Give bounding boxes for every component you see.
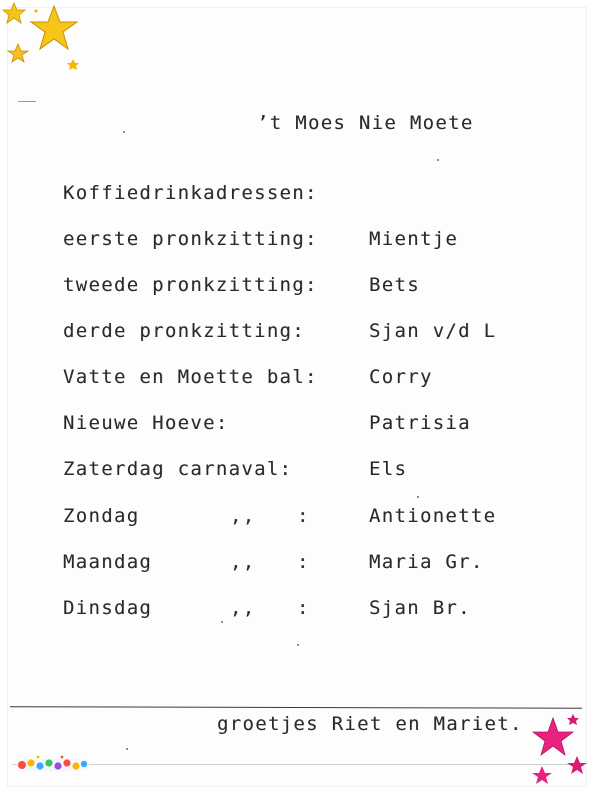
paper-speck — [417, 496, 419, 498]
row-value: Antionette — [369, 505, 497, 527]
row-colon: : — [297, 505, 310, 527]
bottom-line — [12, 764, 580, 765]
row-value: Mientje — [369, 228, 459, 250]
paper-speck — [123, 131, 125, 133]
row-label: Maandag — [63, 551, 153, 573]
pink-stars-icon — [515, 710, 595, 794]
gold-stars-icon — [0, 0, 90, 80]
row-value: Maria Gr. — [369, 551, 484, 573]
row-label: eerste pronkzitting: — [63, 228, 318, 250]
row-ditto: ,, — [230, 551, 256, 573]
row-colon: : — [297, 597, 310, 619]
document-title: ’t Moes Nie Moete — [257, 112, 474, 134]
row-value: Sjan Br. — [369, 597, 471, 619]
row-label: tweede pronkzitting: — [63, 274, 318, 296]
row-label: Zondag — [63, 505, 140, 527]
row-value: Corry — [369, 366, 433, 388]
row-colon: : — [297, 551, 310, 573]
row-label: Nieuwe Hoeve: — [63, 412, 229, 434]
site-logo — [14, 754, 92, 776]
paper-speck — [221, 621, 223, 623]
row-value: Sjan v/d L — [369, 320, 497, 342]
paper-speck — [437, 159, 439, 161]
paper-speck — [126, 748, 128, 750]
row-ditto: ,, — [230, 505, 256, 527]
row-value: Patrisia — [369, 412, 471, 434]
document-heading: Koffiedrinkadressen: — [63, 182, 318, 204]
row-value: Els — [369, 458, 408, 480]
row-ditto: ,, — [230, 597, 256, 619]
row-label: Zaterdag carnaval: — [63, 458, 293, 480]
paper-mark — [18, 101, 36, 102]
row-label: derde pronkzitting: — [63, 320, 306, 342]
row-label: Vatte en Moette bal: — [63, 366, 318, 388]
paper-speck — [297, 644, 299, 646]
row-label: Dinsdag — [63, 597, 153, 619]
row-value: Bets — [369, 274, 420, 296]
signature: groetjes Riet en Mariet. — [217, 713, 523, 735]
